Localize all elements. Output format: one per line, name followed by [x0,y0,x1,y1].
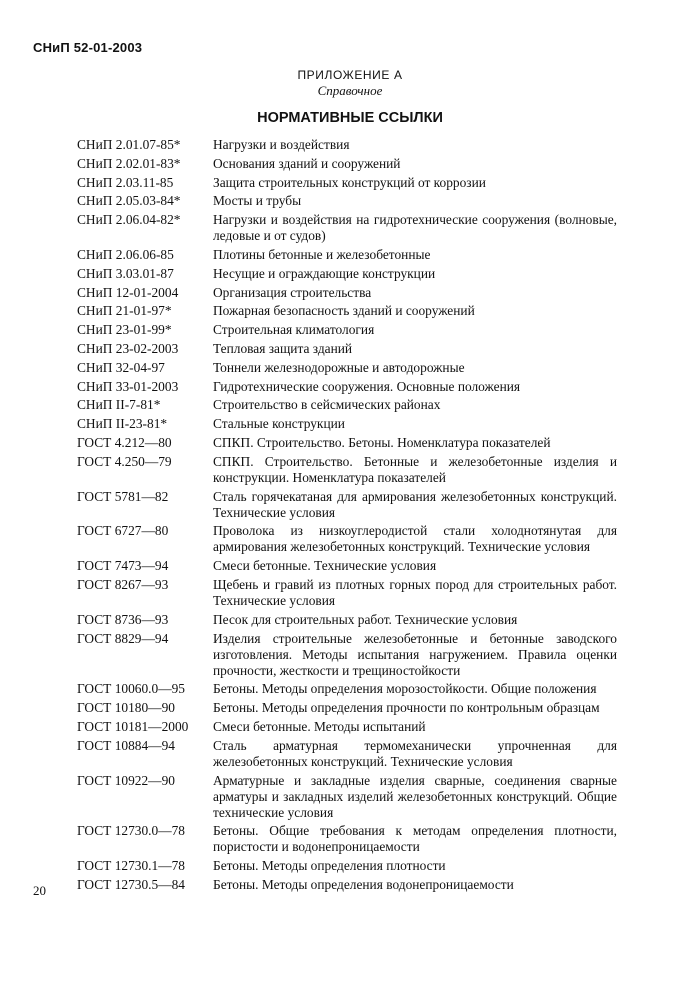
reference-title: Бетоны. Методы определения прочности по контрольным образцам [213,700,600,716]
reference-title: Щебень и гравий из плотных горных пород для строительных работ. Технические условия [213,576,617,608]
reference-code: ГОСТ 8267—93 [77,576,169,592]
reference-row [77,700,617,716]
reference-code: СНиП II-7-81* [77,397,161,413]
reference-code: СНиП 2.06.06-85 [77,246,174,262]
reference-code: ГОСТ 4.250—79 [77,453,172,469]
reference-title: Нагрузки и воздействия на гидротехнические сооружения (волновые, ледовые и от судов) [213,212,617,244]
reference-row [77,212,617,244]
reference-code: СНиП 2.02.01-83* [77,155,181,171]
reference-code: СНиП 23-01-99* [77,322,172,338]
reference-code: ГОСТ 4.212—80 [77,434,172,450]
reference-title: Строительная климатология [213,322,375,338]
reference-row [77,137,617,153]
reference-title: СПКП. Строительство. Бетоны. Номенклатура показателей [213,434,551,450]
reference-title: СПКП. Строительство. Бетонные и железобетонные изделия и конструкции. Номенклатура показателей [213,453,617,485]
reference-code: ГОСТ 10060.0—95 [77,681,186,697]
reference-row [77,435,617,451]
reference-row [77,681,617,697]
reference-row [77,156,617,172]
reference-title: Арматурные и закладные изделия сварные, соединения сварные арматуры и закладных изделий железобетонных конструкций. Общие технические условия [213,772,617,820]
reference-row [77,175,617,191]
reference-code: СНиП 32-04-97 [77,359,165,375]
reference-code: СНиП 2.03.11-85 [77,174,174,190]
reference-code: СНиП 2.06.04-82* [77,212,181,228]
reference-code: ГОСТ 6727—80 [77,523,169,539]
reference-row [77,558,617,574]
reference-row [77,303,617,319]
references-list [77,137,617,896]
reference-title: Несущие и ограждающие конструкции [213,265,436,281]
reference-title: Смеси бетонные. Методы испытаний [213,718,426,734]
reference-code: ГОСТ 5781—82 [77,488,169,504]
reference-row [77,454,617,486]
reference-row [77,858,617,874]
reference-row [77,877,617,893]
reference-row [77,773,617,821]
reference-title: Бетоны. Методы определения плотности [213,858,446,874]
reference-title: Гидротехнические сооружения. Основные положения [213,378,521,394]
reference-code: СНиП 33-01-2003 [77,378,179,394]
reference-code: ГОСТ 8736—93 [77,611,169,627]
reference-title: Бетоны. Методы определения водонепроницаемости [213,876,514,892]
reference-row [77,360,617,376]
reference-row [77,612,617,628]
reference-row [77,193,617,209]
reference-title: Тепловая защита зданий [213,340,353,356]
reference-row [77,379,617,395]
appendix-subtitle: Справочное [317,83,383,98]
reference-row [77,341,617,357]
reference-code: ГОСТ 10181—2000 [77,718,189,734]
reference-row [77,247,617,263]
reference-title: Проволока из низкоуглеродистой стали холоднотянутая для армирования железобетонных конструкций. Технические условия [213,523,617,555]
appendix-label: ПРИЛОЖЕНИЕ А [297,68,403,82]
reference-title: Тоннели железнодорожные и автодорожные [213,359,465,375]
section-title: НОРМАТИВНЫЕ ССЫЛКИ [257,110,443,126]
reference-row [77,631,617,679]
reference-row [77,397,617,413]
reference-title: Изделия строительные железобетонные и бетонные заводского изготовления. Методы испытания нагружением. Правила оценки прочности, жесткости и трещиностойкости [213,630,617,678]
reference-title: Пожарная безопасность зданий и сооружений [213,303,475,319]
reference-code: ГОСТ 7473—94 [77,558,169,574]
reference-row [77,823,617,855]
reference-title: Смеси бетонные. Технические условия [213,558,437,574]
reference-title: Основания зданий и сооружений [213,155,401,171]
reference-title: Плотины бетонные и железобетонные [213,246,431,262]
reference-code: СНиП II-23-81* [77,416,168,432]
reference-title: Бетоны. Методы определения морозостойкости. Общие положения [213,681,597,697]
reference-title: Строительство в сейсмических районах [213,397,441,413]
reference-code: СНиП 23-02-2003 [77,340,179,356]
reference-code: ГОСТ 10922—90 [77,772,175,788]
reference-code: ГОСТ 10180—90 [77,700,175,716]
reference-title: Сталь арматурная термомеханически упрочненная для железобетонных конструкций. Технические условия [213,737,617,769]
reference-row [77,489,617,521]
reference-code: ГОСТ 12730.1—78 [77,858,186,874]
reference-title: Песок для строительных работ. Технические условия [213,611,518,627]
reference-title: Защита строительных конструкций от коррозии [213,174,486,190]
reference-title: Бетоны. Общие требования к методам определения плотности, пористости и водонепроницаемости [213,823,617,855]
page-number: 20 [33,883,46,898]
reference-code: СНиП 2.01.07-85* [77,137,181,152]
reference-code: СНиП 2.05.03-84* [77,193,181,209]
reference-title: Мосты и трубы [213,193,302,209]
document-code: СНиП 52-01-2003 [33,40,143,55]
reference-title: Стальные конструкции [213,416,345,432]
reference-row [77,322,617,338]
reference-code: СНиП 12-01-2004 [77,284,179,300]
reference-row [77,416,617,432]
reference-code: ГОСТ 12730.5—84 [77,876,186,892]
reference-title: Организация строительства [213,284,372,300]
reference-code: СНиП 21-01-97* [77,303,172,319]
reference-row [77,285,617,301]
reference-title: Нагрузки и воздействия [213,137,350,152]
reference-row [77,577,617,609]
reference-row [77,523,617,555]
reference-code: ГОСТ 8829—94 [77,630,169,646]
reference-row [77,266,617,282]
reference-title: Сталь горячекатаная для армирования железобетонных конструкций. Технические условия [213,488,617,520]
reference-code: СНиП 3.03.01-87 [77,265,174,281]
reference-row [77,719,617,735]
reference-code: ГОСТ 12730.0—78 [77,823,186,839]
reference-code: ГОСТ 10884—94 [77,737,175,753]
reference-row [77,738,617,770]
